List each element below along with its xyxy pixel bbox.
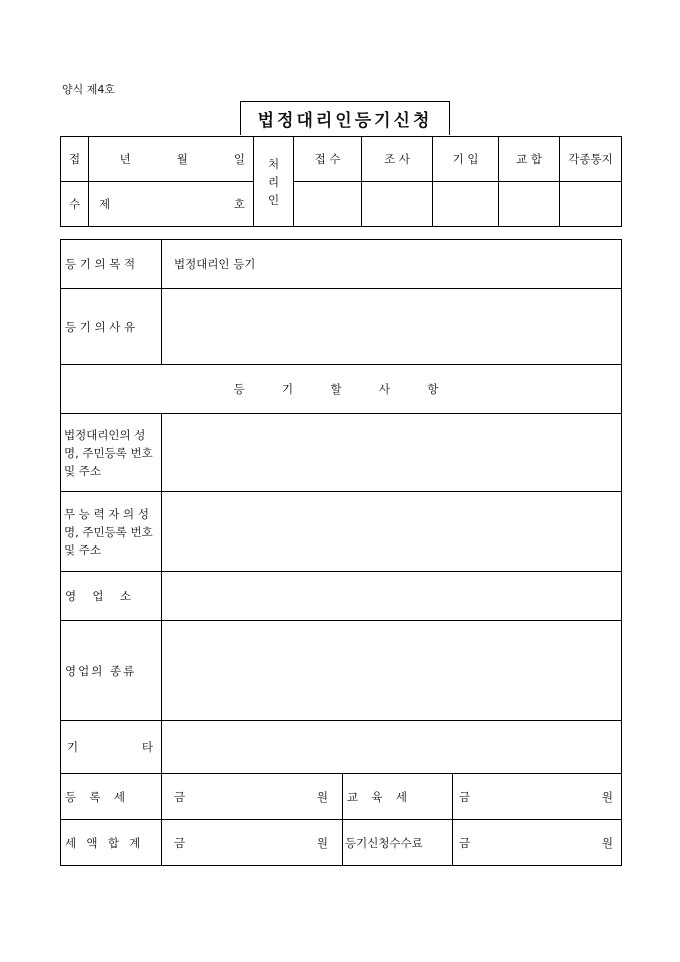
cell-gyohap[interactable] [499, 182, 560, 227]
office-label: 영 업 소 [61, 572, 162, 621]
cell-jeopsu[interactable] [294, 182, 362, 227]
form-number: 양식 제4호 [62, 83, 115, 96]
col-gyohap: 교 합 [499, 137, 560, 182]
total-tax-amount[interactable] [162, 820, 343, 866]
amount-suffix: 원 [601, 835, 614, 850]
col-josa: 조 사 [362, 137, 433, 182]
business-label: 영업의 종류 [61, 621, 162, 721]
main-table [60, 239, 622, 866]
education-tax-label: 교 육 세 [343, 774, 453, 820]
receipt-table [60, 136, 622, 227]
incapable-label: 무 능 력 자 의 성명, 주민등록 번호 및 주소 [61, 492, 162, 572]
amount-prefix: 금 [459, 835, 471, 850]
day-label: 일 [233, 152, 245, 166]
business-value[interactable] [162, 621, 622, 721]
amount-prefix: 금 [174, 789, 186, 804]
registration-tax-amount[interactable] [162, 774, 343, 820]
amount-prefix: 금 [174, 835, 186, 850]
rep-label: 법정대리인의 성명, 주민등록 번호 및 주소 [61, 414, 162, 492]
number-suffix: 호 [233, 197, 245, 211]
filing-fee-amount[interactable] [453, 820, 622, 866]
incapable-value[interactable] [162, 492, 622, 572]
filing-fee-label: 등기신청수수료 [343, 820, 453, 866]
amount-suffix: 원 [601, 789, 614, 804]
year-label: 년 [119, 152, 131, 166]
receipt-label-bottom: 수 [61, 182, 89, 227]
amount-suffix: 원 [316, 789, 328, 804]
amount-prefix: 금 [459, 789, 471, 804]
other-value[interactable] [162, 721, 622, 774]
matters-header: 등 기 할 사 항 [61, 365, 622, 414]
other-label-second: 타 [141, 740, 153, 754]
form-title: 법정대리인등기신청 [240, 101, 450, 135]
cell-notice[interactable] [560, 182, 622, 227]
other-label [61, 721, 162, 774]
reason-label: 등 기 의 사 유 [61, 289, 162, 365]
receipt-label-top: 접 [61, 137, 89, 182]
col-notice: 각종통지 [560, 137, 622, 182]
receipt-number[interactable] [89, 182, 254, 227]
receipt-date[interactable] [89, 137, 254, 182]
cell-giip[interactable] [433, 182, 499, 227]
cell-josa[interactable] [362, 182, 433, 227]
amount-suffix: 원 [316, 835, 328, 850]
month-label: 월 [176, 152, 188, 166]
number-prefix: 제 [99, 197, 111, 211]
col-jeopsu: 접 수 [294, 137, 362, 182]
rep-value[interactable] [162, 414, 622, 492]
reason-value[interactable] [162, 289, 622, 365]
handler-label: 처 리 인 [254, 137, 294, 227]
col-giip: 기 입 [433, 137, 499, 182]
purpose-value[interactable]: 법정대리인 등기 [162, 240, 622, 289]
registration-tax-label: 등 록 세 [61, 774, 162, 820]
purpose-label: 등 기 의 목 적 [61, 240, 162, 289]
education-tax-amount[interactable] [453, 774, 622, 820]
other-label-first: 기 [67, 740, 79, 754]
office-value[interactable] [162, 572, 622, 621]
total-tax-label: 세 액 합 계 [61, 820, 162, 866]
